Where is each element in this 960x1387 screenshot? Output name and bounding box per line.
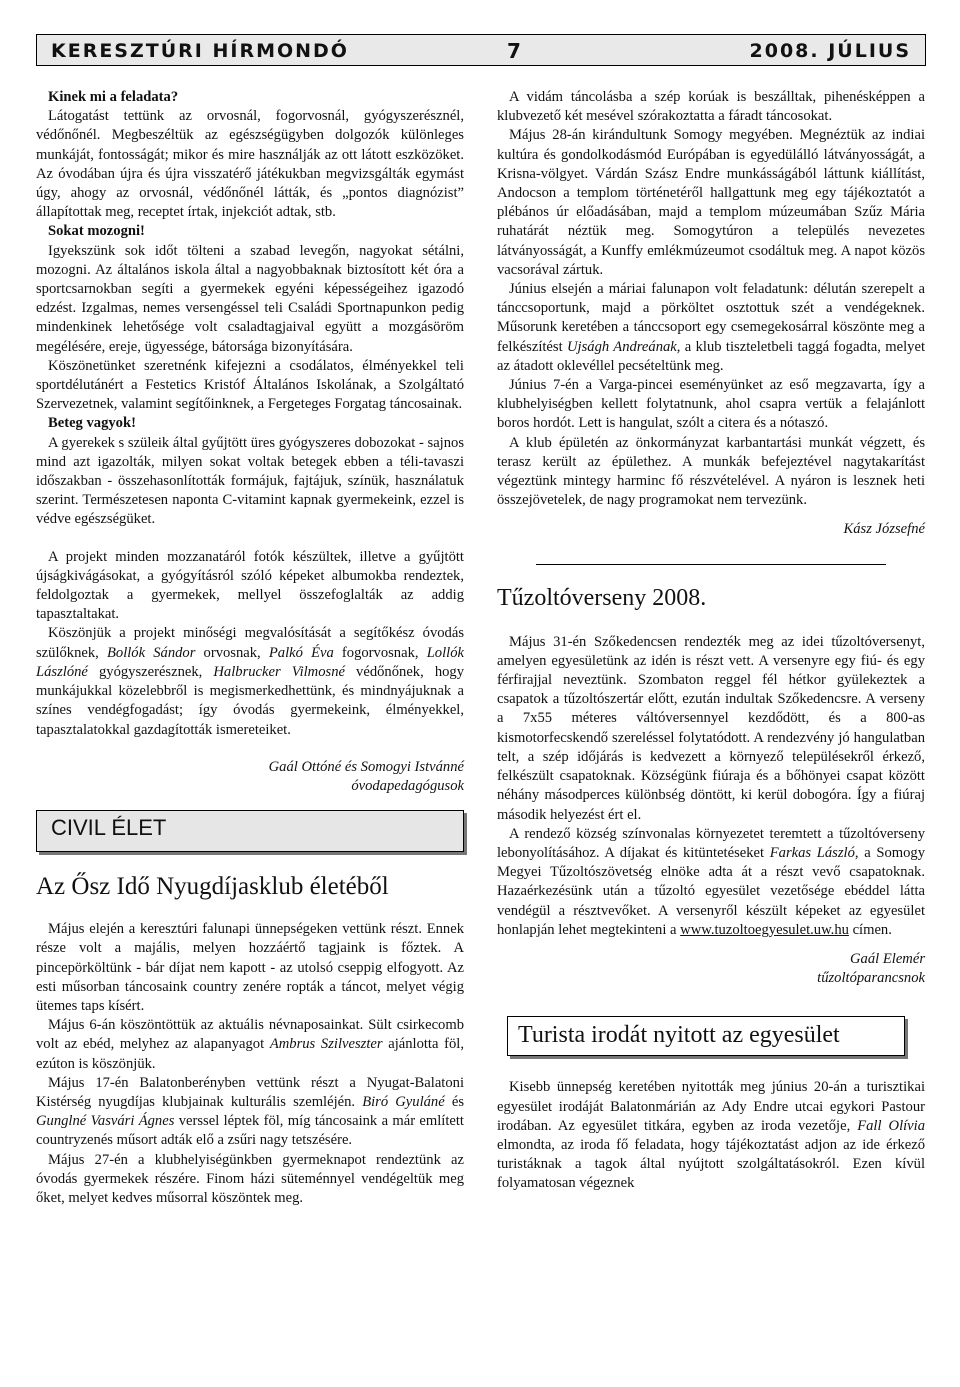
paragraph: Május elején a keresztúri falunapi ünnepségeken vettünk részt. Ennek része volt a majális, melyen hozzáértő tagjaink is főztek. A pincepörköltünk - bár díjat nem kapott - az utolsó cseppig elfogyott. Az esti műsorban táncosaink country zenére ropták a táncot, melyet végig ütemes taps kísért.: [36, 921, 464, 1014]
signature-kasz: Kász Józsefné: [843, 521, 925, 538]
signature-role-fire: tűzoltóparancsnok: [817, 970, 925, 987]
right-column: [497, 88, 925, 1194]
signature-names: Gaál Ottóné és Somogyi Istvánné: [268, 758, 464, 775]
subheading-beteg: Beteg vagyok!: [48, 415, 136, 432]
paragraph: Május 27-én a klubhelyiségünkben gyermeknapot rendeztünk az óvodás gyermekek részére. Finom házi süteménnyel vendégeltük meg őket, melyet kedves műsorral köszöntek meg.: [36, 1151, 464, 1206]
divider-line: [536, 564, 886, 565]
page-number: 7: [507, 39, 523, 63]
paragraph: Köszönetünket szeretnénk kifejezni a csodálatos, élményekkel teli sportdélutánért a Festetics Kristóf Általános Iskolának, a Szolgáltató Szervezetnek, valamint segítőinknek, a Fergeteges Forgatag táncosainak.: [36, 357, 464, 413]
masthead: [36, 34, 926, 66]
paragraph: Május 31-én Szőkedencsen rendezték meg az idei tűzoltóversenyt, amelyen egyesületünk az idén is részt vett. A versenyre egy fiú- és egy férfirajjal neveztünk. Szombaton reggel fél hétkor gyülekeztek a csapatok a tűzoltószertár előtt, ezután indultak Szőkedencsre. A verseny a 7x55 méteres váltóversennyel kezdődött, és a 800-as kismotorfecskendő szereléssel folytatódott. A rendezvény jó hangulatban telt, a szép időjárás is kedvezett a környező településekről érkező, felkészült csapatoknak. Községünk fiúraja és a bőhönyei csapat között néhány másodperces különbség döntött, ki kerül dobogóra. Így a fiúraj második helyezést ért el.: [497, 633, 925, 823]
newspaper-name: KERESZTÚRI HÍRMONDÓ: [51, 40, 349, 62]
left-column: [36, 88, 464, 1208]
article-title-box: [507, 1016, 905, 1056]
paragraph: Május 28-án kirándultunk Somogy megyében. Megnéztük az indiai kultúra és gondolkodásmód Európában is egyedülálló látványosságát, a Krisna-völgyet. Várdán Szász Endre munkásságából láttunk kiállítást, Andocson a templom történetéről hallgattunk meg egy tájékoztatót a plébános úr előadásában, majd a templom múzeumában Szűz Mária ruhatárát néztük meg. Somogytúron a település nevezetes látványosságát, a Kunffy emlékmúzeumot csodáltuk meg. A napot közös vacsorával zártuk.: [497, 127, 925, 278]
paragraph: A gyerekek s szüleik által gyűjtött üres gyógyszeres dobozokat - sajnos mind azt igazolták, milyen sokat voltak betegek ebben a téli-tavaszi időszakban - összehasonlították formájuk, fajtájuk, színük, használatuk szerint. Természetesen naponta C-vitamint kapnak gyermekeink, ezzel is védve egészségüket.: [36, 434, 464, 528]
paragraph: A projekt minden mozzanatáról fotók készültek, illetve a gyűjtött újságkivágásokat, a gyógyításról szóló képeket albumokba rendeztek, feldolgoztak a gyermekek, mellyel összefoglalták az addig tapasztaltakat.: [36, 548, 464, 623]
paragraph: A rendező község színvonalas környezetet teremtett a tűzoltóverseny lebonyolításához. A díjakat és kitüntetéseket Farkas László, a Somogy Megyei Tűzoltószövetség elnöke adta át a részt vevő csapatoknak. Hazaérkezésünk után a tűzoltó egyesület vezetősége ebéddel látta vendégül a résztvevőket. A versenyről készült képeket az egyesület honlapján lehet megtekinteni a www.tuzoltoegyesulet.uw.hu címen.: [497, 825, 925, 938]
article-title: Az Ősz Idő Nyugdíjasklub életéből: [36, 873, 389, 901]
paragraph: Május 6-án köszöntöttük az aktuális névnaposainkat. Sült csirkecomb volt az ebéd, melyhez az alapanyagot Ambrus Szilveszter ajánlotta föl, ezúton is köszönjük.: [36, 1017, 464, 1072]
paragraph: Igyekszünk sok időt tölteni a szabad levegőn, nagyokat sétálni, mozogni. Az általános iskola által a nagyobbaknak biztosított két óra a sportcsarnokban segíti a gyermekek egyéni képességeihez igazodó edzést. Izgalmas, nemes versengéssel teli Családi Sportnapunkon pedig mindenkinek lehetősége volt csaladtagjaival együtt a mozgásöröm megélésére, ereje, ügyessége, bátorsága bizonyítására.: [36, 242, 464, 355]
article-title-turista: Turista irodát nyitott az egyesület: [518, 1022, 840, 1049]
article-title-tuzolto: Tűzoltóverseny 2008.: [497, 584, 707, 611]
signature-gaal: Gaál Elemér: [850, 950, 925, 967]
paragraph: Kisebb ünnepség keretében nyitották meg június 20-án a turisztikai egyesület irodáját Balatonmárián az Ady Endre utcai egykori Pastour irodában. Az egyesület titkára, egyben az iroda vezetője, Fall Olívia elmondta, az iroda fő feladata, hogy tájékoztatást adjon az ide érkező turistáknak a tagok által nyújtott szolgáltatásokról. Ezen kívül folyamatosan végeznek: [497, 1079, 926, 1192]
paragraph: Június 7-én a Varga-pincei eseményünket az eső megzavarta, így a klubhelyiségben kellett folytatnunk, ahol csapra vertük a felajánlott boros hordót. Lett is hangulat, szólt a citera és a nótaszó.: [497, 377, 925, 432]
paragraph: Látogatást tettünk az orvosnál, fogorvosnál, gyógyszerésznél, védőnőnél. Megbeszéltük az egészségügyben dolgozók különleges munkáját, fontosságát; mikor és mire használják az ott látott eszközöket. Az óvodában újra és újra visszatérő játékukban megvizsgálták egymást úgy, ahogy az orvosnál, védőnőnél látták, és „pontos diagnózist” állapítottak meg, receptet írtak, injekciót adtak, stb.: [36, 108, 464, 221]
paragraph: Május 17-én Balatonberényben vettünk részt a Nyugat-Balatoni Kistérség nyugdíjas klubjainak kulturális szemléjén. Biró Gyuláné és Gunglné Vasvári Ágnes verssel léptek föl, míg táncosaink a már említett countryzenés műsort adták elő a zsűri nagy tetszésére.: [36, 1074, 464, 1149]
section-banner: [36, 810, 464, 852]
paragraph: Június elsején a máriai falunapon volt feladatunk: délután szerepelt a tánccsoportunk, majd a pörköltet osztottuk szét a vendégeknek. Műsorunk keretében a tánccsoport egy csemegekosárral köszönte meg a felkészítést Ujságh Andreának, a klub tiszteletbeli taggá fogadta, melyet az átadott oklevéllel pecsételtünk meg.: [497, 281, 926, 374]
subheading-kinek: Kinek mi a feladata?: [48, 89, 179, 105]
paragraph-thanks: Köszönjük a projekt minőségi megvalósítását a segítőkész óvodás szülőknek, Bollók Sándor orvosnak, Palkó Éva fogorvosnak, Lollók Lászlóné gyógyszerésznek, Halbrucker Vilmosné védőnőnek, hogy munkájukkal közelebbről is megismerkedhettünk, és mindnyájuknak a színes vendégfogadást; így óvodás gyermekeink, élményekkel, tapasztalatokkal gazdagították ismereteiket.: [36, 625, 465, 738]
subheading-sokat: Sokat mozogni!: [48, 223, 145, 240]
paragraph: A klub épületén az önkormányzat karbantartási munkát végzett, és terasz került az épülethez. A munkák befejeztével nagytakarítást végeztünk mintegy harminc fő részvételével. A nyáron is lesznek heti összejövetelek, de nagy programokat nem tervezünk.: [497, 434, 925, 509]
website-link[interactable]: www.tuzoltoegyesulet.uw.hu: [680, 921, 849, 938]
issue-date: 2008. JÚLIUS: [749, 40, 911, 62]
section-title: CIVIL ÉLET: [51, 815, 167, 841]
paragraph: A vidám táncolásba a szép korúak is beszálltak, pihenésképpen a klubvezető két mesével szórakoztatta a fáradt táncosokat.: [497, 89, 925, 125]
signature-role: óvodapedagógusok: [351, 777, 464, 794]
